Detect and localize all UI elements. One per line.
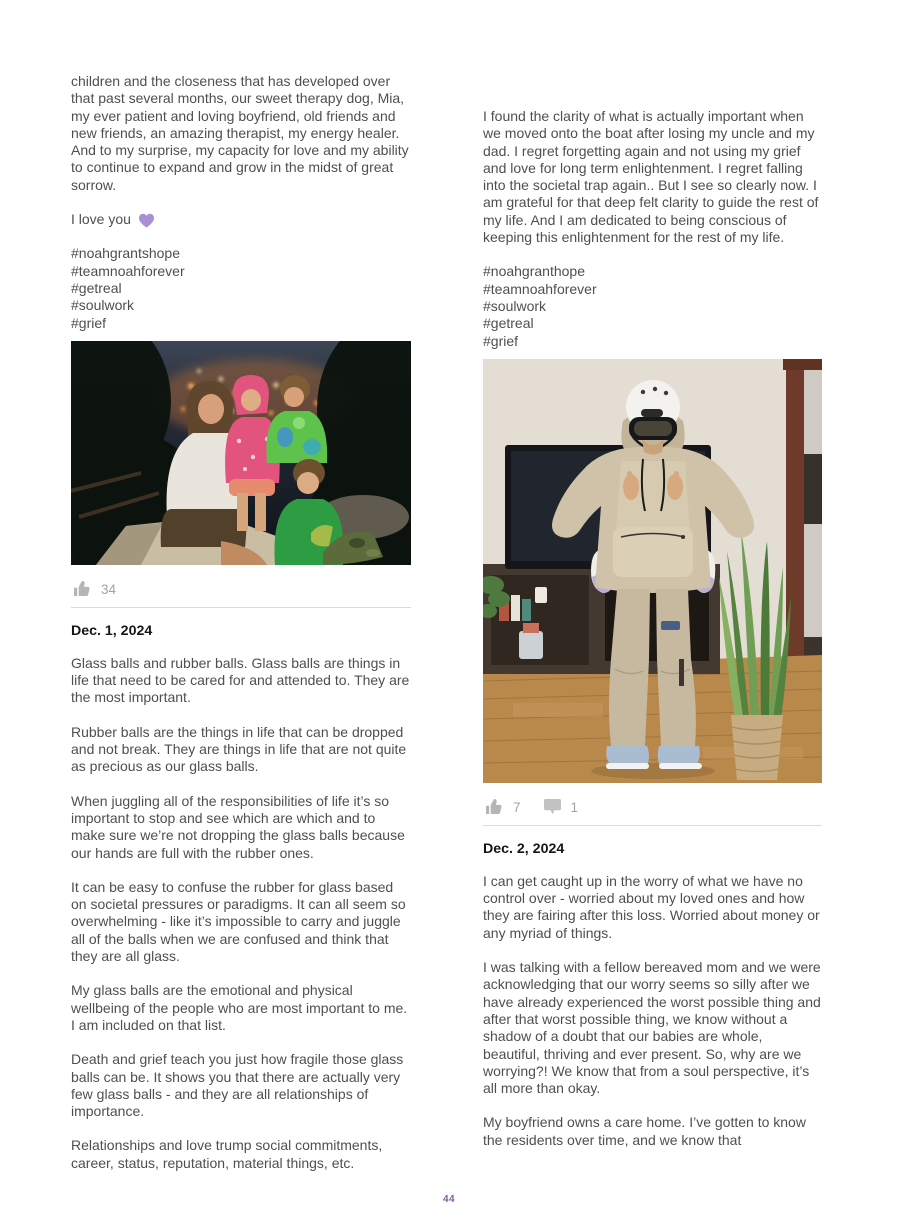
hashtag-list [71,245,411,331]
hashtag: #teamnoahforever [71,262,185,279]
paragraph: It can be easy to confuse the rubber for glass based on societal pressures or paradigms. It can all seem so overwhelming - like it’s impossible to carry and juggle all of the balls when we are confused and think that they are all glass. [71,878,406,965]
hashtag: #noahgranthope [483,263,585,280]
hashtag: #getreal [483,315,534,332]
ski-gear-photo [483,359,822,783]
divider [71,607,411,608]
hashtag: #grief [483,332,519,349]
page-number: 44 [442,1194,456,1205]
purple-heart-icon [138,213,155,228]
paragraph: Death and grief teach you just how fragile those glass balls can be. It shows you that there are actually very few glass balls - and they are all relationships of importance. [71,1051,404,1120]
divider [483,825,822,826]
intro-paragraph: I found the clarity of what is actually important when we moved onto the boat after losing my uncle and my dad. I regret forgetting again and not using my grief and love for long term enlightenment. I regret falling into the societal trap again.. But I see so clearly now. I am grateful for that deep felt clarity to guide the rest of my life. And I am dedicated to being conscious of keeping this enlightenment for the rest of my life. [483,108,819,246]
like-count: 34 [101,581,117,597]
hashtag: #noahgrantshope [71,245,180,262]
paragraph: My glass balls are the emotional and physical wellbeing of the people who are most important to me. I am included on that list. [71,982,408,1033]
right-column [483,108,822,1166]
family-photo [71,341,411,565]
reactions-row [73,580,411,597]
like-count: 7 [513,799,521,815]
love-line [71,211,411,228]
paragraph: When juggling all of the responsibilities of life it’s so important to stop and see which are which and to make sure we’re not dropping the glass balls because our hands are full with the rubber ones. [71,792,405,861]
post-date: Dec. 1, 2024 [71,622,153,639]
hashtag: #soulwork [483,297,547,314]
hashtag: #soulwork [71,297,135,314]
hashtag: #grief [71,314,107,331]
paragraph: Glass balls and rubber balls. Glass balls are things in life that need to be cared for and attended to. They are the most important. [71,654,410,706]
paragraph: I can get caught up in the worry of what we have no control over - worried about my loved ones and how they are fairing after this loss. Worried about money or any myriad of things. [483,872,820,941]
paragraph: My boyfriend owns a care home. I’ve gotten to know the residents over time, and we know that [483,1114,806,1148]
hashtag-list [483,263,822,349]
thumbs-up-icon [73,580,92,597]
post-date: Dec. 2, 2024 [483,840,565,857]
comment-count: 1 [570,799,579,815]
love-text: I love you [71,211,131,228]
reactions-row [485,798,822,815]
paragraph: Rubber balls are the things in life that can be dropped and not break. They are things in life that are not quite as precious as our glass balls. [71,723,407,775]
hashtag: #getreal [71,279,122,296]
thumbs-up-icon [485,798,504,815]
paragraph: I was talking with a fellow bereaved mom and we were acknowledging that our worry seems so silly after we have already experienced the worst possible thing and after that worst possible thing, we know without a shadow of a doubt that our babies are whole, beautiful, thriving and ever present. So, why are we worrying?! We know that from a soul perspective, it’s all more than okay. [483,959,821,1097]
intro-paragraph: children and the closeness that has developed over that past several months, our sweet therapy dog, Mia, my ever patient and loving boyfriend, old friends and new friends, an amazing therapist, my energy healer. And to my surprise, my capacity for love and my ability to continue to expand and grow in the midst of great sorrow. [71,73,409,193]
comment-icon [543,798,562,815]
left-column [71,73,411,1189]
hashtag: #teamnoahforever [483,280,597,297]
comment-group [543,798,579,815]
paragraph: Relationships and love trump social commitments, career, status, reputation, material things, etc. [71,1137,383,1171]
